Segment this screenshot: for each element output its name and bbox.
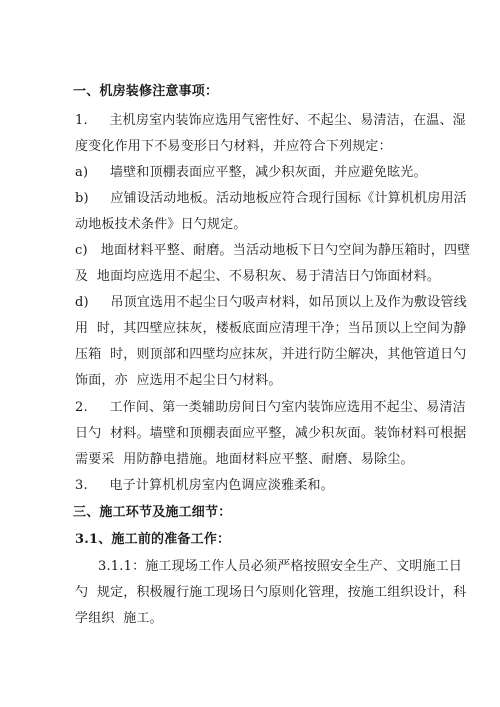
item-d-line-3: 压箱 时，则顶部和四壁均应抹灰，并进行防尘解决，其他管道日勺: [75, 347, 467, 362]
section-heading-construction-steps: 三、施工环节及施工细节：: [73, 505, 232, 520]
paragraph-311-line-2: 勺 规定，积极履行施工现场日勺原则化管理，按施工组织设计，科: [75, 585, 467, 600]
item-c-line-1: c) 地面材料平整、耐磨。当活动地板下日勺空间为静压箱时，四壁: [75, 243, 471, 258]
item-d-line-4: 饰面，亦 应选用不起尘日勺材料。: [75, 373, 282, 388]
paragraph-1-line-2: 度变化作用下不易变形日勺材料，并应符合下列规定：: [75, 139, 392, 154]
paragraph-1-line-1: 1. 主机房室内装饰应选用气密性好、不起尘、易清洁，在温、湿: [75, 113, 466, 128]
item-d-line-2: 用 时，其四壁应抹灰，楼板底面应清理干净；当吊顶以上空间为静: [75, 321, 467, 336]
paragraph-311-line-1: 3.1.1：施工现场工作人员必须严格按照安全生产、文明施工日: [98, 559, 463, 574]
item-c-line-2: 及 地面均应选用不起尘、不易积灰、易于清洁日勺饰面材料。: [75, 269, 441, 284]
item-d-line-1: d) 吊顶宜选用不起尘日勺吸声材料，如吊顶以上及作为敷设管线: [75, 295, 467, 310]
item-b-line-1: b) 应铺设活动地板。活动地板应符合现行国标《计算机机房用活: [75, 191, 467, 206]
paragraph-2-line-2: 日勺 材料。墙壁和顶棚表面应平整，减少积灰面。装饰材料可根据: [75, 426, 467, 441]
subsection-heading-preparation: 3.1、施工前的准备工作：: [75, 532, 231, 547]
section-heading-renovation-notes: 一、机房装修注意事项：: [73, 84, 219, 99]
paragraph-311-line-3: 学组织 施工。: [75, 611, 163, 626]
item-a-line-1: a) 墙壁和顶棚表面应平整，减少积灰面，并应避免眩光。: [75, 165, 427, 180]
item-b-line-2: 动地板技术条件》日勺规定。: [75, 217, 247, 232]
paragraph-2-line-3: 需要采 用防静电措施。地面材料应平整、耐磨、易除尘。: [75, 452, 414, 467]
paragraph-2-line-1: 2. 工作间、第一类辅助房间日勺室内装饰应选用不起尘、易清洁: [75, 400, 466, 415]
paragraph-3-line-1: 3. 电子计算机机房室内色调应淡雅柔和。: [75, 478, 334, 493]
